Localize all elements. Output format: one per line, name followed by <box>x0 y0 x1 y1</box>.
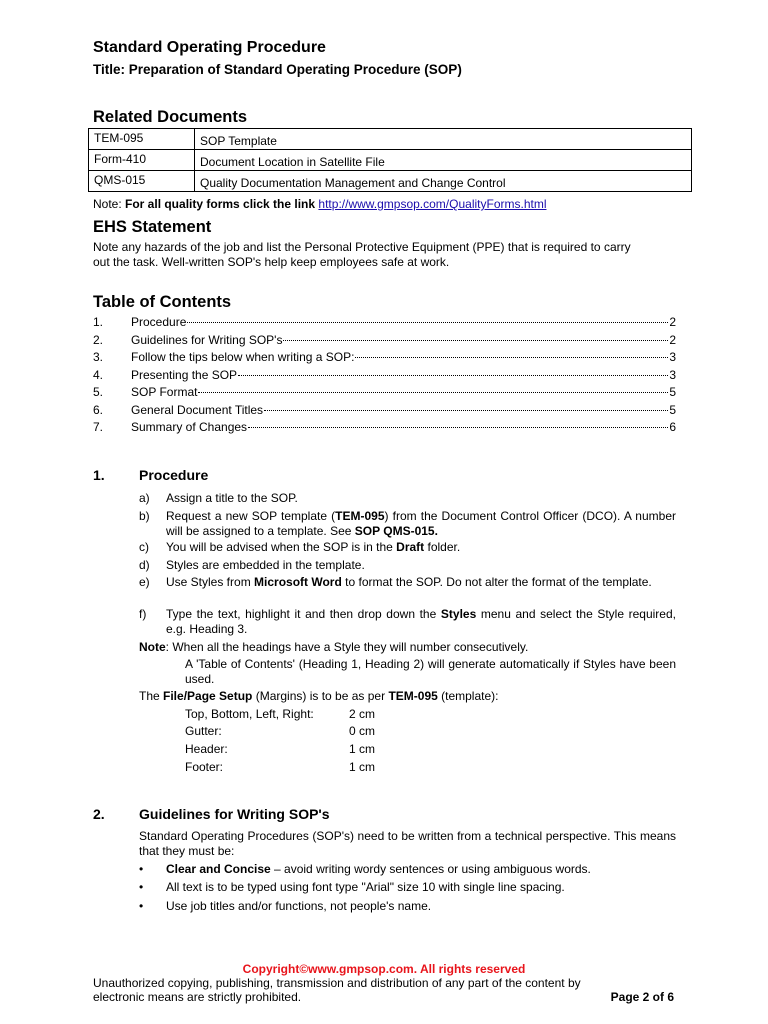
note-text: : When all the headings have a Style they will number consecutively. <box>165 640 529 654</box>
doc-code: Form-410 <box>89 150 195 171</box>
toc-number: 1. <box>93 315 104 329</box>
toc-leader <box>248 427 668 428</box>
list-item <box>139 540 676 555</box>
toc-heading: Table of Contents <box>93 293 232 311</box>
toc-title: Guidelines for Writing SOP's <box>131 333 283 347</box>
quality-forms-link[interactable]: http://www.gmpsop.com/QualityForms.html <box>318 197 547 211</box>
setup-text: The <box>139 689 164 703</box>
list-item <box>139 899 676 913</box>
doc-description: SOP Template <box>195 129 692 150</box>
section-title-guidelines: Guidelines for Writing SOP's <box>139 806 330 822</box>
toc-page: 5 <box>669 385 676 399</box>
toc-page: 2 <box>669 315 676 329</box>
note-label: Note <box>139 640 166 654</box>
list-bold: Draft <box>396 540 425 554</box>
list-item <box>139 558 676 573</box>
toc-page: 3 <box>669 368 676 382</box>
quality-forms-note <box>93 197 547 211</box>
list-item <box>139 880 676 894</box>
list-item <box>139 509 676 538</box>
document-subtitle: Title: Preparation of Standard Operating Procedure (SOP) <box>93 62 462 77</box>
margin-value: 2 cm <box>349 707 376 721</box>
toc-title: Follow the tips below when writing a SOP: <box>131 350 355 364</box>
list-bold: Clear and Concise <box>166 862 271 876</box>
toc-title: SOP Format <box>131 385 198 399</box>
toc-page: 5 <box>669 403 676 417</box>
toc-number: 7. <box>93 420 104 434</box>
list-bold: Microsoft Word <box>254 575 342 589</box>
toc-title: Procedure <box>131 315 187 329</box>
list-text: Use job titles and/or functions, not people's name. <box>166 899 432 913</box>
list-label: a) <box>139 491 150 505</box>
margin-label: Gutter: <box>185 724 222 738</box>
setup-bold: File/Page Setup <box>163 689 253 703</box>
table-row <box>89 171 692 192</box>
list-text: Styles are embedded in the template. <box>166 558 365 572</box>
margin-label: Header: <box>185 742 228 756</box>
toc-number: 2. <box>93 333 104 347</box>
toc-item[interactable] <box>93 333 676 350</box>
ehs-heading: EHS Statement <box>93 218 212 236</box>
list-text: folder. <box>424 540 461 554</box>
toc-item[interactable] <box>93 315 676 332</box>
related-documents-table <box>88 128 692 192</box>
list-item <box>139 862 676 876</box>
page-setup-note <box>139 689 498 703</box>
toc-number: 3. <box>93 350 104 364</box>
toc-page: 3 <box>669 350 676 364</box>
list-text: – avoid writing wordy sentences or using ambiguous words. <box>270 862 591 876</box>
setup-text: (template): <box>437 689 499 703</box>
guidelines-intro <box>139 829 676 858</box>
table-row <box>89 129 692 150</box>
list-text: menu and select the Style required, e.g. Heading 3. <box>166 607 676 636</box>
footer-copyright: Copyright©www.gmpsop.com. All rights reserved <box>242 962 526 976</box>
list-item <box>139 607 676 636</box>
list-bold: Styles <box>440 607 477 621</box>
list-item <box>139 491 676 506</box>
margin-value: 1 cm <box>349 742 376 756</box>
list-text: Use Styles from <box>166 575 255 589</box>
ehs-line-2: out the task. Well-written SOP's help keep employees safe at work. <box>93 255 450 269</box>
list-bold: SOP QMS-015. <box>354 523 438 538</box>
toc-item[interactable] <box>93 368 676 385</box>
list-label: c) <box>139 540 149 554</box>
margin-value: 1 cm <box>349 760 376 774</box>
doc-code: QMS-015 <box>89 171 195 192</box>
note-prefix: Note: <box>93 197 126 211</box>
toc-generation-note <box>185 657 676 686</box>
list-item <box>139 575 676 590</box>
doc-description: Document Location in Satellite File <box>195 150 692 171</box>
list-label: f) <box>139 607 147 621</box>
toc-number: 5. <box>93 385 104 399</box>
bullet-icon: • <box>139 862 144 876</box>
toc-item[interactable] <box>93 420 676 437</box>
toc-page: 2 <box>669 333 676 347</box>
note-bold: For all quality forms click the link <box>125 197 316 211</box>
setup-text: (Margins) is to be as per <box>252 689 389 703</box>
section-title-procedure: Procedure <box>139 467 209 483</box>
doc-code: TEM-095 <box>89 129 195 150</box>
toc-leader <box>355 357 668 358</box>
list-text: to format the SOP. Do not alter the format of the template. <box>341 575 652 589</box>
section-number: 2. <box>93 806 105 822</box>
toc-item[interactable] <box>93 403 676 420</box>
section-number: 1. <box>93 467 105 483</box>
margin-value: 0 cm <box>349 724 376 738</box>
toc-page: 6 <box>669 420 676 434</box>
toc-leader <box>238 375 668 376</box>
document-title: Standard Operating Procedure <box>93 39 326 56</box>
related-documents-heading: Related Documents <box>93 108 248 126</box>
list-text: ) from the Document Control Officer (DCO). A number will be assigned to a template. See <box>166 509 676 538</box>
toc-leader <box>198 392 668 393</box>
margin-label: Top, Bottom, Left, Right: <box>185 707 314 721</box>
page-number: Page 2 of 6 <box>610 990 674 1004</box>
toc-leader <box>264 410 668 411</box>
toc-item[interactable] <box>93 385 676 402</box>
toc-title: Presenting the SOP <box>131 368 238 382</box>
footer-disclaimer-line-1: Unauthorized copying, publishing, transmission and distribution of any part of the content by <box>93 976 581 990</box>
toc-leader <box>283 340 668 341</box>
toc-item[interactable] <box>93 350 676 367</box>
doc-description: Quality Documentation Management and Change Control <box>195 171 692 192</box>
intro-text: Standard Operating Procedures (SOP's) need to be written from a technical perspective. This means that they must be: <box>139 829 676 858</box>
bullet-icon: • <box>139 899 144 913</box>
table-row <box>89 150 692 171</box>
toc-note-text: A 'Table of Contents' (Heading 1, Heading 2) will generate automatically if Styles have been used. <box>185 657 676 686</box>
margin-label: Footer: <box>185 760 224 774</box>
toc-number: 4. <box>93 368 104 382</box>
list-text: All text is to be typed using font type "Arial" size 10 with single line spacing. <box>166 880 565 894</box>
styles-note <box>139 640 528 654</box>
setup-bold: TEM-095 <box>388 689 438 703</box>
bullet-icon: • <box>139 880 144 894</box>
list-text: You will be advised when the SOP is in the <box>166 540 397 554</box>
list-text: Type the text, highlight it and then drop down the <box>166 607 441 621</box>
toc-title: General Document Titles <box>131 403 264 417</box>
list-label: e) <box>139 575 150 589</box>
toc-title: Summary of Changes <box>131 420 248 434</box>
list-bold: TEM-095 <box>335 509 385 523</box>
list-text: Assign a title to the SOP. <box>166 491 298 505</box>
list-label: b) <box>139 509 150 523</box>
toc-leader <box>187 322 668 323</box>
list-text: Request a new SOP template ( <box>166 509 336 523</box>
ehs-line-1: Note any hazards of the job and list the Personal Protective Equipment (PPE) that is required to carry <box>93 240 631 254</box>
list-label: d) <box>139 558 150 572</box>
footer-disclaimer-line-2: electronic means are strictly prohibited. <box>93 990 302 1004</box>
toc-number: 6. <box>93 403 104 417</box>
